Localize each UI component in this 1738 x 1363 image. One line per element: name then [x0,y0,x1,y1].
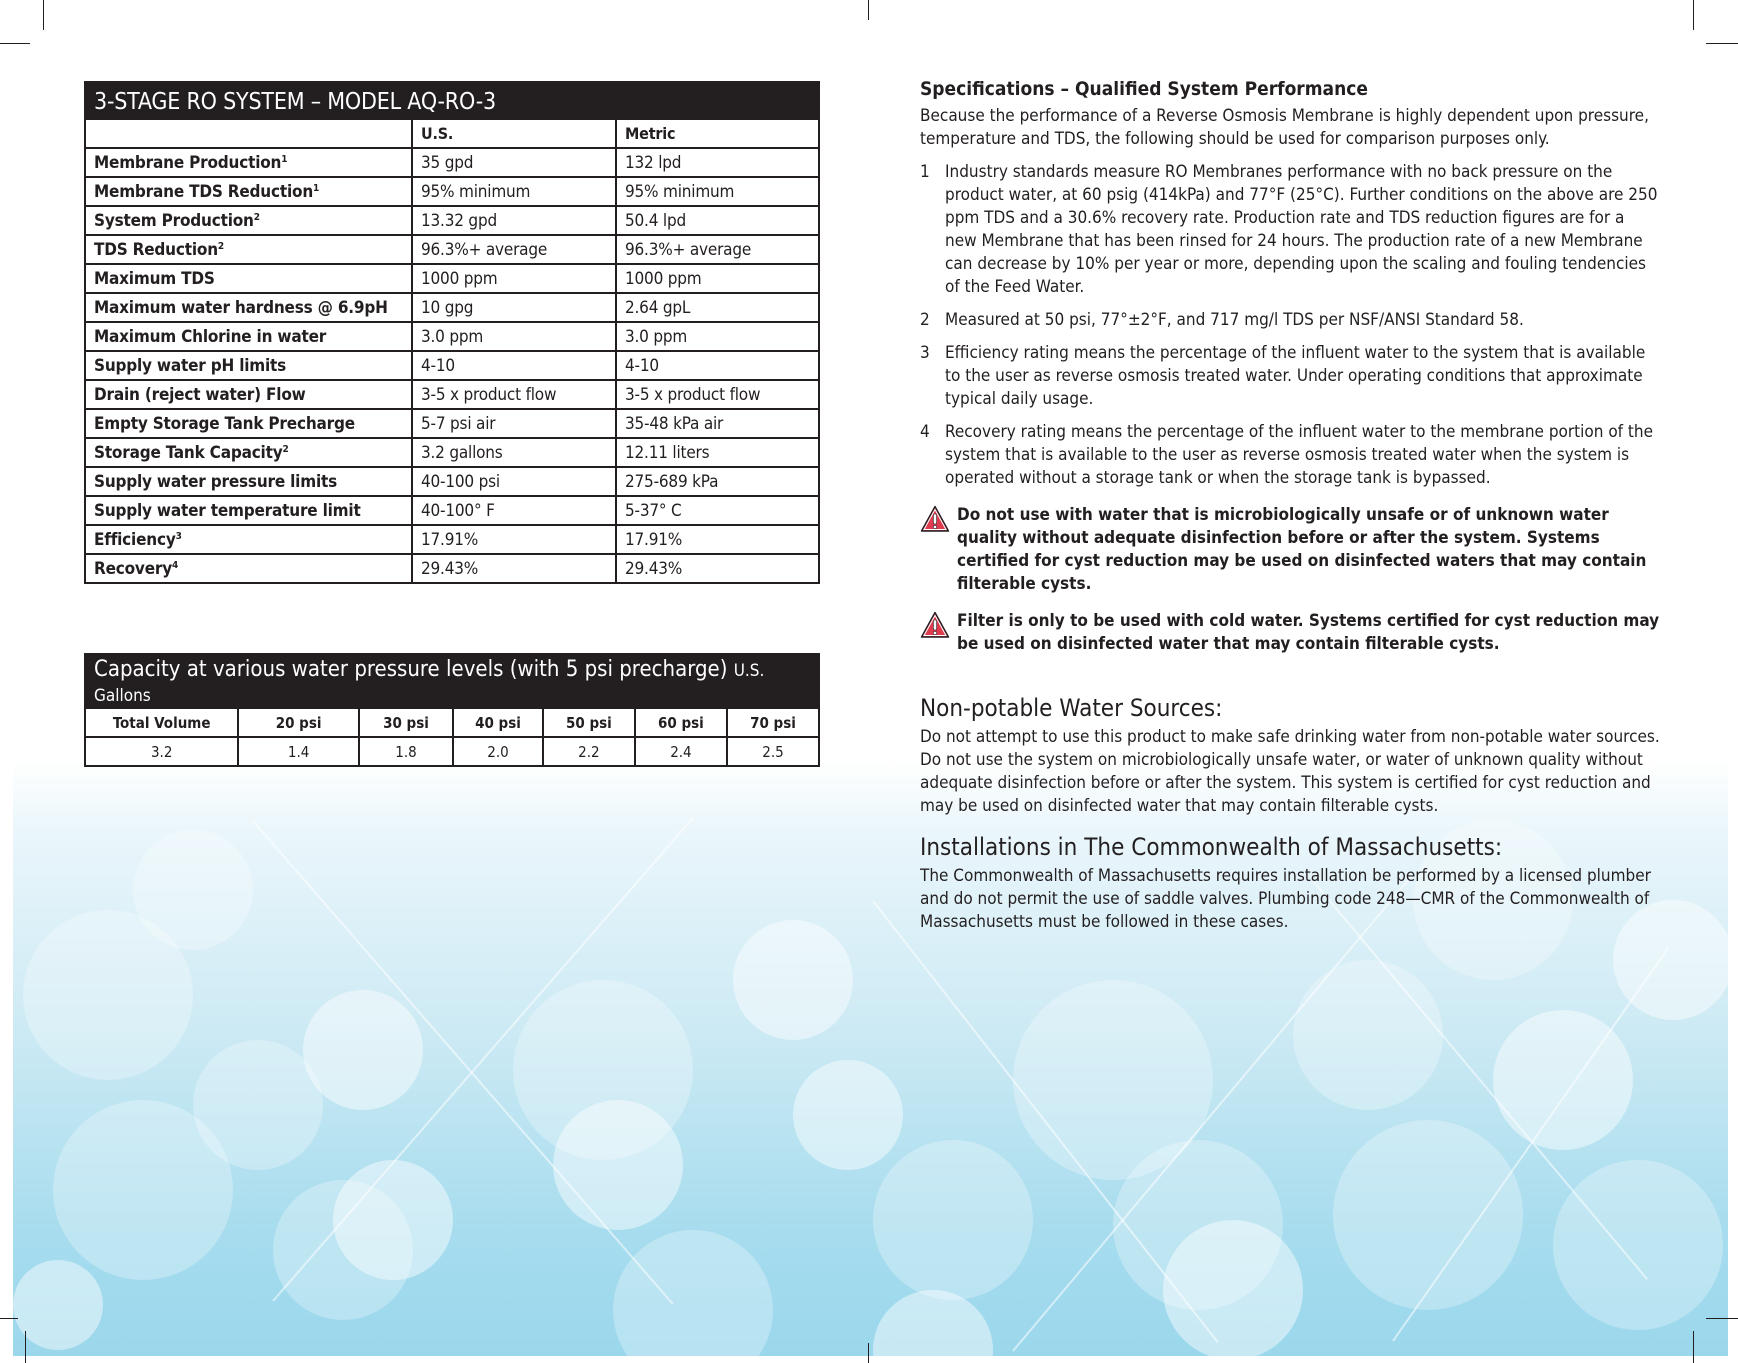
crop-mark [1693,0,1694,30]
crop-mark [868,0,869,20]
massachusetts-text: The Commonwealth of Massachusetts requires installation be performed by a licensed plumber and do not permit the use of saddle valves. Plumbing code 248—CMR of the Commonwealth of Massachusetts must be followed in these cases. [920,866,1651,932]
capacity-value-cell: 3.2 [85,737,238,766]
footnote-list [920,161,1660,490]
spec-us-value: 3.2 gallons [412,438,616,467]
capacity-value-cell: 1.4 [238,737,359,766]
spec-row [85,206,819,235]
spec-label-text: Maximum TDS [94,268,215,289]
crop-mark [0,1318,18,1319]
crop-mark [1706,1318,1738,1319]
spec-label [85,554,412,583]
spec-metric-value: 2.64 gpL [616,293,819,322]
spec-row [85,148,819,177]
capacity-value-cell: 2.4 [635,737,727,766]
crop-mark [25,1331,26,1363]
spec-label [85,264,412,293]
spec-label [85,380,412,409]
footnote-item [920,342,1660,411]
footnote-ref: 2 [253,211,260,223]
spec-row [85,467,819,496]
crop-mark [1706,43,1738,44]
notices-section [920,694,1665,952]
spec-row [85,351,819,380]
footnote-item [920,309,1660,332]
footnote-text: Industry standards measure RO Membranes performance with no back pressure on the product water, at 60 psig (414kPa) and 77°F (25°C). Further conditions on the above are 250 ppm TDS and a 30.6% recovery rate. Production rate and TDS reduction figures are for a new Membrane that has been rinsed for 24 hours. The production rate of a new Membrane can decrease by 10% per year or more, depending upon the scaling and fouling tendencies of the Feed Water. [945,162,1658,297]
spec-table [84,81,820,584]
spec-label-text: Efficiency [94,529,176,550]
spec-us-value: 13.32 gpd [412,206,616,235]
spec-label-text: TDS Reduction [94,239,218,260]
crop-mark [43,0,44,30]
spec-label [85,235,412,264]
warning-list [920,504,1660,656]
spec-us-value: 29.43% [412,554,616,583]
spec-label [85,148,412,177]
spec-label [85,322,412,351]
footnote-item [920,161,1660,299]
non-potable-heading: Non-potable Water Sources: [920,694,1223,722]
header-metric: Metric [616,119,819,148]
spec-label-text: Maximum Chlorine in water [94,326,327,347]
footnote-text: Efficiency rating means the percentage of the influent water to the system that is available to the user as reverse osmosis treated water. Under operating conditions that approximate typical daily usage. [945,343,1646,409]
capacity-value-cell: 2.2 [543,737,635,766]
spec-us-value: 3-5 x product flow [412,380,616,409]
spec-metric-value: 95% minimum [616,177,819,206]
footnote-number: 3 [920,343,930,363]
spec-us-value: 35 gpd [412,148,616,177]
spec-label [85,438,412,467]
spec-metric-value: 132 lpd [616,148,819,177]
spec-label [85,409,412,438]
spec-row [85,525,819,554]
spec-us-value: 40-100° F [412,496,616,525]
crop-mark [868,1343,869,1363]
spec-row [85,235,819,264]
spec-metric-value: 50.4 lpd [616,206,819,235]
specifications-section [920,78,1660,656]
warning-notice [920,610,1660,656]
footnote-text: Recovery rating means the percentage of the influent water to the membrane portion of the system that is available to the user as reverse osmosis treated water when the system is operated without a storage tank or when the storage tank is bypassed. [945,422,1654,488]
capacity-header-row [85,708,819,737]
spec-label-text: Membrane TDS Reduction [94,181,314,202]
footnote-text: Measured at 50 psi, 77°±2°F, and 717 mg/l TDS per NSF/ANSI Standard 58. [945,310,1524,330]
spec-metric-value: 35-48 kPa air [616,409,819,438]
warning-triangle-icon [920,505,950,533]
spec-us-value: 3.0 ppm [412,322,616,351]
spec-us-value: 4-10 [412,351,616,380]
spec-row [85,438,819,467]
capacity-value-cell: 2.0 [453,737,543,766]
spec-table-header [85,119,819,148]
spec-metric-value: 12.11 liters [616,438,819,467]
spec-us-value: 96.3%+ average [412,235,616,264]
footnote-ref: 1 [281,153,288,165]
capacity-header-cell: 20 psi [238,708,359,737]
header-us: U.S. [412,119,616,148]
footnote-number: 2 [920,310,930,330]
massachusetts-heading: Installations in The Commonwealth of Massachusetts: [920,833,1503,861]
capacity-title-unit: U.S. Gallons [94,661,765,706]
capacity-header-cell: 70 psi [727,708,819,737]
capacity-value-cell: 1.8 [359,737,453,766]
specifications-intro: Because the performance of a Reverse Osmosis Membrane is highly dependent upon pressure, temperature and TDS, the following should be used for comparison purposes only. [920,106,1649,149]
footnote-item [920,421,1660,490]
spec-label-text: Membrane Production [94,152,282,173]
spec-label-text: Supply water pressure limits [94,471,338,492]
capacity-header-cell: 60 psi [635,708,727,737]
capacity-header-cell: 30 psi [359,708,453,737]
spec-row [85,177,819,206]
capacity-header-cell: Total Volume [85,708,238,737]
footnote-ref: 2 [282,443,289,455]
capacity-header-cell: 50 psi [543,708,635,737]
spec-metric-value: 29.43% [616,554,819,583]
footnote-ref: 1 [313,182,320,194]
crop-mark [0,43,30,44]
specifications-heading: Specifications – Qualified System Performance [920,78,1368,100]
warning-text: Filter is only to be used with cold water. Systems certified for cyst reduction may be used on disinfected water that may contain filterable cysts. [957,611,1660,654]
spec-label [85,496,412,525]
spec-us-value: 5-7 psi air [412,409,616,438]
spec-label-text: Storage Tank Capacity [94,442,283,463]
spec-metric-value: 4-10 [616,351,819,380]
spec-label [85,525,412,554]
capacity-header-cell: 40 psi [453,708,543,737]
warning-text: Do not use with water that is microbiologically unsafe or of unknown water quality without adequate disinfection before or after the system. Systems certified for cyst reduction may be used on disinfected waters that may contain filterable cysts. [957,505,1647,594]
capacity-value-row [85,737,819,766]
warning-triangle-icon [920,611,950,639]
spec-label [85,467,412,496]
footnote-ref: 4 [172,559,179,571]
spec-label-text: Supply water temperature limit [94,500,361,521]
spec-label [85,351,412,380]
capacity-table-title [85,654,819,708]
spec-label-text: Maximum water hardness @ 6.9pH [94,297,388,318]
spec-label-text: Recovery [94,558,172,579]
spec-label [85,177,412,206]
header-blank [85,119,412,148]
spec-row [85,409,819,438]
capacity-table [84,653,820,767]
capacity-value-cell: 2.5 [727,737,819,766]
spec-row [85,496,819,525]
footnote-number: 4 [920,422,930,442]
spec-metric-value: 3-5 x product flow [616,380,819,409]
spec-label [85,206,412,235]
spec-us-value: 1000 ppm [412,264,616,293]
spec-row [85,554,819,583]
spec-row [85,264,819,293]
spec-metric-value: 3.0 ppm [616,322,819,351]
spec-row [85,380,819,409]
spec-label-text: System Production [94,210,254,231]
spec-us-value: 95% minimum [412,177,616,206]
capacity-title-precharge: (with 5 psi precharge) [509,657,728,682]
spec-metric-value: 5-37° C [616,496,819,525]
spec-table-title: 3-STAGE RO SYSTEM – MODEL AQ-RO-3 [85,82,819,119]
spec-us-value: 40-100 psi [412,467,616,496]
footnote-number: 1 [920,162,930,182]
spec-metric-value: 1000 ppm [616,264,819,293]
spec-label [85,293,412,322]
footnote-ref: 2 [217,240,224,252]
spec-metric-value: 17.91% [616,525,819,554]
footnote-ref: 3 [175,530,182,542]
spec-row [85,322,819,351]
capacity-title-bold: Capacity at various water pressure levels [94,657,504,682]
spec-us-value: 17.91% [412,525,616,554]
non-potable-text: Do not attempt to use this product to make safe drinking water from non-potable water sources. Do not use the system on microbiologically unsafe water, or water of unknown quality without adequate disinfection before or after the system. This system is certified for cyst reduction and may be used on disinfected water that may contain filterable cysts. [920,727,1660,816]
spec-metric-value: 275-689 kPa [616,467,819,496]
spec-label-text: Drain (reject water) Flow [94,384,306,405]
spec-label-text: Empty Storage Tank Precharge [94,413,355,434]
warning-notice [920,504,1660,596]
spec-label-text: Supply water pH limits [94,355,287,376]
spec-us-value: 10 gpg [412,293,616,322]
spec-metric-value: 96.3%+ average [616,235,819,264]
spec-row [85,293,819,322]
crop-mark [1693,1331,1694,1363]
